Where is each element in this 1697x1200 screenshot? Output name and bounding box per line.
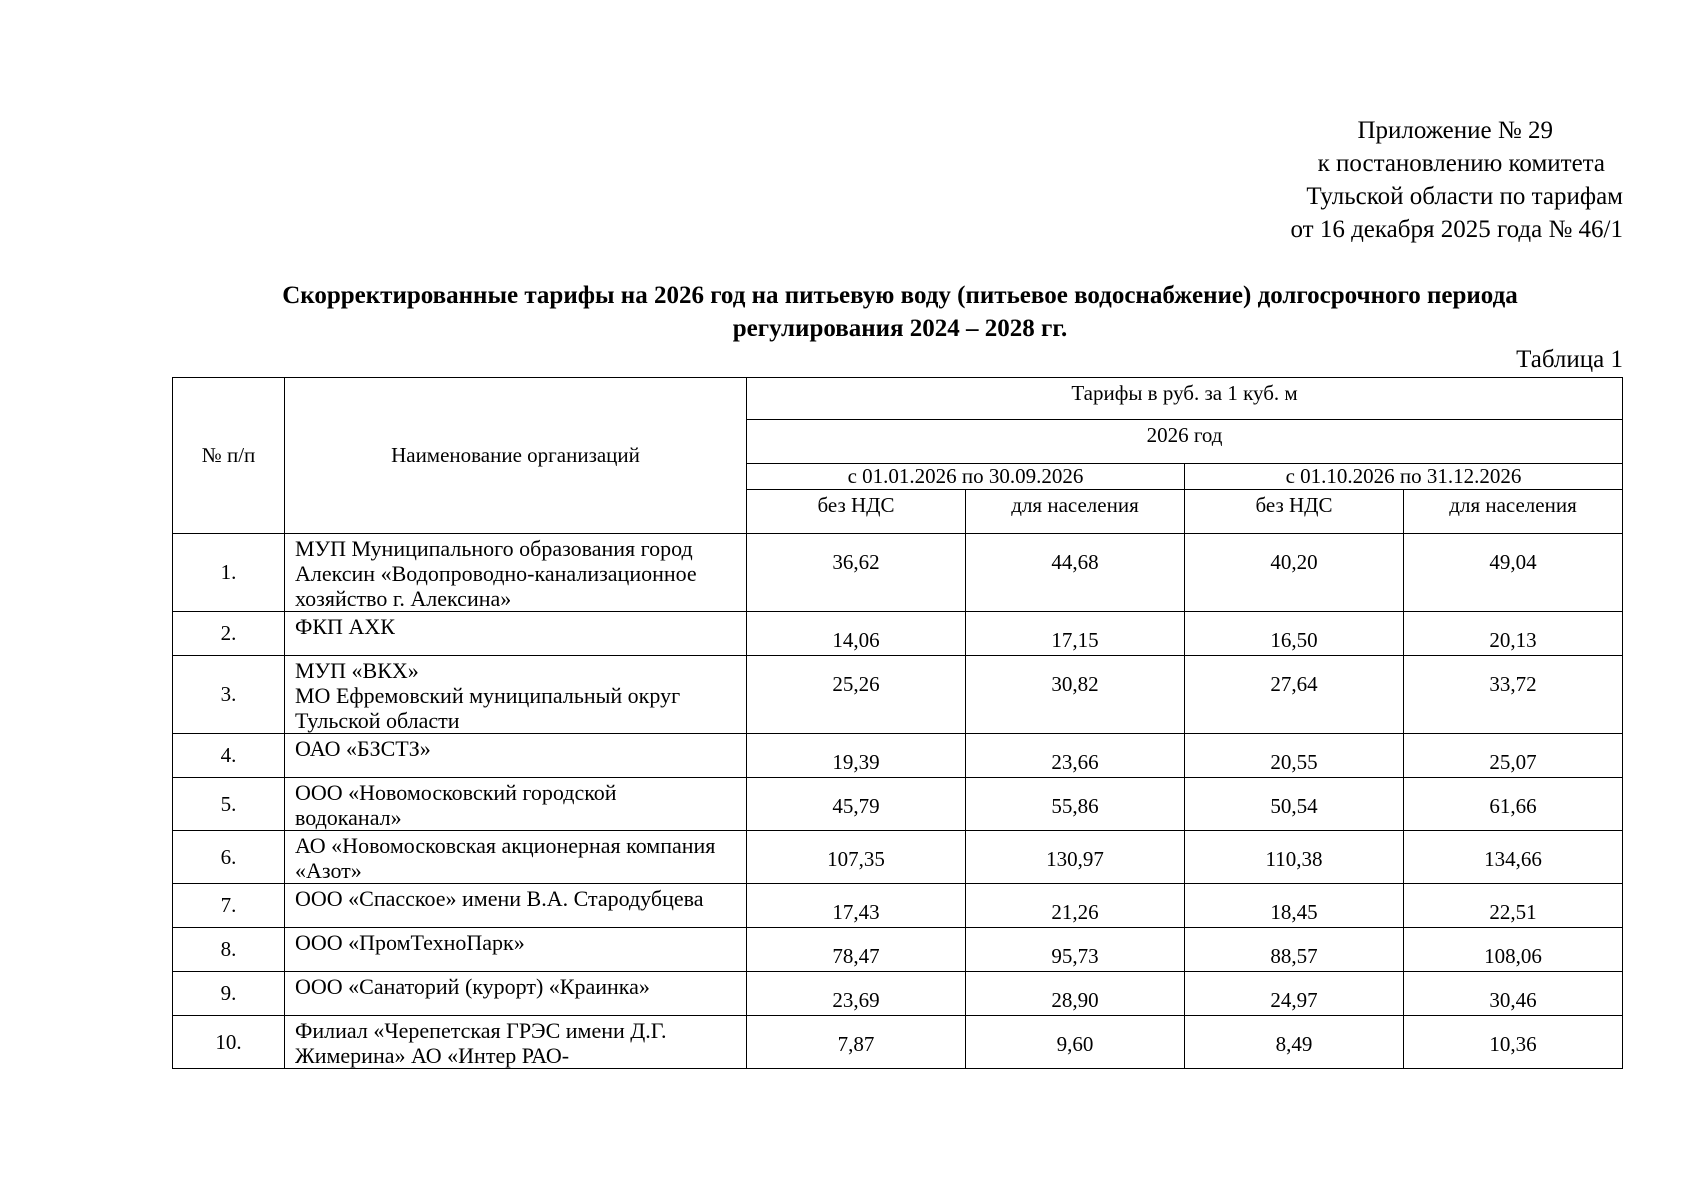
appendix-line: Тульской области по тарифам [1306,183,1623,210]
tariff-p2-population: 108,06 [1404,928,1623,972]
organization-name-line: МУП «ВКХ» [295,658,419,683]
header-p1-population: для населения [966,490,1185,534]
appendix-line: Приложение № 29 [1357,117,1553,144]
table-row [173,734,1623,778]
organization-name-line: Жимерина» АО «Интер РАО- [295,1043,570,1068]
organization-name [285,831,747,884]
tariff-p2-novat: 88,57 [1185,928,1404,972]
row-number: 7. [173,884,285,928]
tariff-p2-novat: 8,49 [1185,1016,1404,1069]
organization-name-line: ОАО «БЗСТЗ» [295,736,431,761]
organization-name-line: ООО «Новомосковский городской [295,780,617,805]
organization-name [285,1016,747,1069]
tariff-p2-novat: 24,97 [1185,972,1404,1016]
document-title-line: регулирования 2024 – 2028 гг. [732,315,1068,342]
tariff-p2-population: 30,46 [1404,972,1623,1016]
organization-name [285,778,747,831]
organization-name [285,928,747,972]
tariff-p2-population: 10,36 [1404,1016,1623,1069]
organization-name-line: ООО «ПромТехноПарк» [295,930,525,955]
header-period-1: с 01.01.2026 по 30.09.2026 [747,464,1185,490]
table-row [173,928,1623,972]
tariff-p2-novat: 20,55 [1185,734,1404,778]
table-label: Таблица 1 [1516,346,1623,373]
row-number: 4. [173,734,285,778]
tariff-p2-novat: 27,64 [1185,656,1404,734]
tariff-p2-novat: 40,20 [1185,534,1404,612]
row-number: 9. [173,972,285,1016]
tariff-p1-population: 95,73 [966,928,1185,972]
tariff-p1-novat: 36,62 [747,534,966,612]
tariff-p2-population: 61,66 [1404,778,1623,831]
organization-name-line: водоканал» [295,805,402,830]
appendix-block [1103,114,1623,246]
header-p2-novat: без НДС [1185,490,1404,534]
header-p2-population: для населения [1404,490,1623,534]
organization-name [285,884,747,928]
tariff-p2-population: 25,07 [1404,734,1623,778]
organization-name-line: МУП Муниципального образования город [295,536,693,561]
tariff-p1-population: 130,97 [966,831,1185,884]
tariff-p1-population: 55,86 [966,778,1185,831]
tariff-p1-novat: 45,79 [747,778,966,831]
row-number: 3. [173,656,285,734]
tariff-p2-population: 33,72 [1404,656,1623,734]
header-year: 2026 год [747,420,1623,464]
organization-name-line: ООО «Санаторий (курорт) «Краинка» [295,974,650,999]
header-tariffs: Тарифы в руб. за 1 куб. м [747,378,1623,420]
organization-name-line: Филиал «Черепетская ГРЭС имени Д.Г. [295,1018,667,1043]
tariff-p2-novat: 18,45 [1185,884,1404,928]
tariff-p1-novat: 19,39 [747,734,966,778]
table-row [173,612,1623,656]
table-row [173,656,1623,734]
organization-name [285,734,747,778]
header-row [173,378,1623,420]
appendix-line: к постановлению комитета [1317,150,1605,177]
tariff-p1-population: 23,66 [966,734,1185,778]
tariff-p2-population: 20,13 [1404,612,1623,656]
organization-name [285,656,747,734]
tariff-p1-population: 28,90 [966,972,1185,1016]
document-title-line: Скорректированные тарифы на 2026 год на питьевую воду (питьевое водоснабжение) долгосрочного периода [282,282,1518,309]
appendix-line: от 16 декабря 2025 года № 46/1 [1290,216,1623,243]
tariff-p1-population: 21,26 [966,884,1185,928]
tariff-p1-novat: 7,87 [747,1016,966,1069]
tariff-p2-novat: 16,50 [1185,612,1404,656]
table-row [173,778,1623,831]
tariff-p1-population: 44,68 [966,534,1185,612]
tariff-p1-novat: 78,47 [747,928,966,972]
tariff-p1-novat: 17,43 [747,884,966,928]
document-title [180,279,1620,345]
organization-name [285,534,747,612]
organization-name-line: Алексин «Водопроводно-канализационное [295,561,697,586]
tariffs-table [172,377,1623,1069]
table-row [173,1016,1623,1069]
tariff-p2-population: 49,04 [1404,534,1623,612]
tariff-p1-novat: 14,06 [747,612,966,656]
organization-name-line: ООО «Спасское» имени В.А. Стародубцева [295,886,704,911]
row-number: 5. [173,778,285,831]
organization-name-line: хозяйство г. Алексина» [295,586,512,611]
tariff-p1-novat: 107,35 [747,831,966,884]
header-name: Наименование организаций [285,378,747,534]
row-number: 2. [173,612,285,656]
header-p1-novat: без НДС [747,490,966,534]
table-row [173,831,1623,884]
row-number: 8. [173,928,285,972]
tariff-p1-novat: 25,26 [747,656,966,734]
organization-name-line: ФКП АХК [295,614,395,639]
tariff-p1-population: 30,82 [966,656,1185,734]
organization-name [285,972,747,1016]
table-row [173,972,1623,1016]
organization-name-line: МО Ефремовский муниципальный округ [295,683,681,708]
organization-name-line: Тульской области [295,708,460,733]
row-number: 1. [173,534,285,612]
tariff-p1-population: 9,60 [966,1016,1185,1069]
table-row [173,534,1623,612]
tariff-p2-population: 134,66 [1404,831,1623,884]
organization-name [285,612,747,656]
tariff-p1-novat: 23,69 [747,972,966,1016]
table-row [173,884,1623,928]
tariff-p2-population: 22,51 [1404,884,1623,928]
organization-name-line: АО «Новомосковская акционерная компания [295,833,716,858]
header-no: № п/п [173,378,285,534]
organization-name-line: «Азот» [295,858,362,883]
tariff-p2-novat: 110,38 [1185,831,1404,884]
row-number: 10. [173,1016,285,1069]
tariff-p1-population: 17,15 [966,612,1185,656]
row-number: 6. [173,831,285,884]
tariff-p2-novat: 50,54 [1185,778,1404,831]
header-period-2: с 01.10.2026 по 31.12.2026 [1185,464,1623,490]
